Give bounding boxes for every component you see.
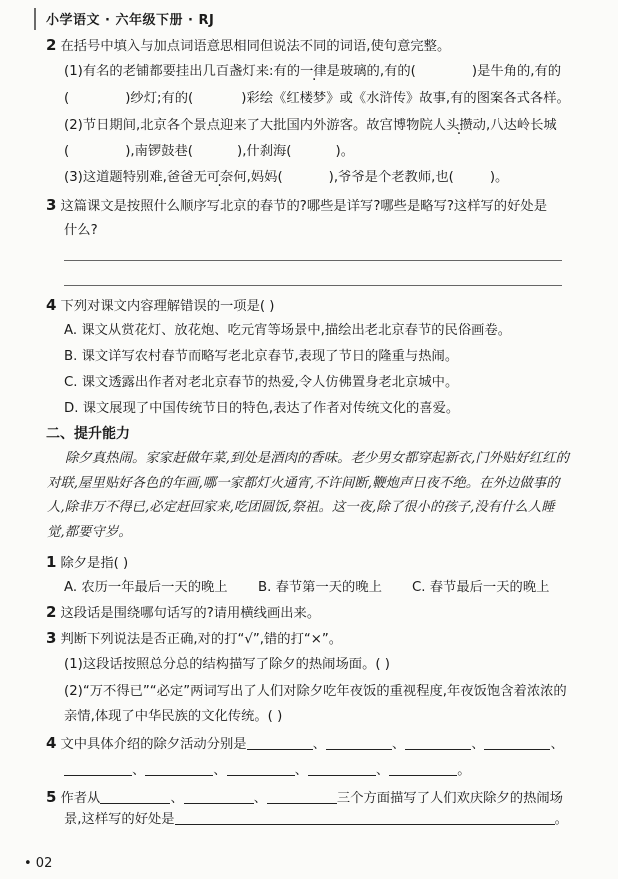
p4-blank-2[interactable] bbox=[326, 735, 392, 750]
q2-s1-line2: ( )纱灯;有的( )彩绘《红楼梦》或《水浒传》故事,有的图案各式各样。 bbox=[64, 91, 570, 106]
q2-prompt-line bbox=[46, 36, 450, 56]
q4-option-c[interactable]: C. 课文透露出作者对老北京春节的热爱,令人仿佛置身老北京城中。 bbox=[64, 375, 459, 390]
p1-option-a[interactable]: A. 农历一年最后一天的晚上 bbox=[64, 580, 228, 595]
q2-s2-line2: ( ),南锣鼓巷( ),什刹海( )。 bbox=[64, 144, 354, 159]
p2-prompt: 这段话是围绕哪句话写的?请用横线画出来。 bbox=[60, 606, 321, 621]
q3-prompt: 这篇课文是按照什么顺序写北京的春节的?哪些是详写?哪些是略写?这样写的好处是 bbox=[60, 199, 547, 214]
page-number: • 02 bbox=[24, 856, 53, 871]
q2-blank-5[interactable] bbox=[193, 143, 237, 157]
p4-prompt: 文中具体介绍的除夕活动分别是 bbox=[60, 737, 247, 752]
p3-prompt-line bbox=[46, 629, 342, 649]
q2-blank-7[interactable] bbox=[283, 169, 329, 183]
q2-s1-text-e: )彩绘《红楼梦》或《水浒传》故事,有的图案各式各样。 bbox=[241, 91, 570, 106]
p4-line2: 、 、 、 、 。 bbox=[64, 761, 470, 780]
p4-blank-5[interactable] bbox=[64, 761, 132, 776]
p4-blank-8[interactable] bbox=[308, 761, 376, 776]
q2-s3-text-d: )。 bbox=[489, 170, 509, 185]
p5-text-a: 作者从 bbox=[60, 791, 101, 806]
q4-option-d[interactable]: D. 课文展现了中国传统节日的特色,表达了作者对传统文化的喜爱。 bbox=[64, 401, 460, 416]
q4-option-b[interactable]: B. 课文详写农村春节而略写老北京春节,表现了节日的隆重与热闹。 bbox=[64, 349, 459, 364]
header-title: 小学语文 · 六年级下册 · RJ bbox=[46, 13, 215, 28]
q3-number: 3 bbox=[46, 196, 57, 214]
q2-s2-text-a: (2)节日期间,北京各个景点迎来了大批国内外游客。故宫博物院 bbox=[64, 118, 433, 133]
q2-blank-2[interactable] bbox=[69, 90, 125, 104]
q2-s1-text-d: )纱灯;有的( bbox=[125, 91, 194, 106]
q2-blank-4[interactable] bbox=[69, 143, 125, 157]
p1-option-c[interactable]: C. 春节最后一天的晚上 bbox=[412, 580, 550, 595]
p5-text-c: 景,这样写的好处是 bbox=[64, 812, 175, 827]
p5-text-b: 三个方面描写了人们欢庆除夕的热闹场 bbox=[336, 791, 563, 806]
p5-line1: 5 作者从 、 、 三个方面描写了人们欢庆除夕的热闹场 bbox=[46, 788, 563, 806]
p3-prompt: 判断下列说法是否正确,对的打“√”,错的打“×”。 bbox=[60, 632, 343, 647]
p5-number: 5 bbox=[46, 788, 57, 806]
q2-blank-8[interactable] bbox=[454, 169, 490, 183]
p1-option-b[interactable]: B. 春节第一天的晚上 bbox=[258, 580, 382, 595]
q2-s2-text-b: ,八达岭长城 bbox=[485, 118, 557, 133]
passage-line: 人,除非万不得已,必定赶回家来,吃团圆饭,祭祖。这一夜,除了很小的孩子,没有什么人睡 bbox=[47, 500, 555, 515]
q2-s3-text-c: ),爷爷是个老教师,也( bbox=[328, 170, 454, 185]
p3-statement-1[interactable]: (1)这段话按照总分总的结构描写了除夕的热闹场面。( ) bbox=[64, 657, 390, 672]
q2-blank-6[interactable] bbox=[292, 143, 336, 157]
q2-s3-text-b: ,妈妈( bbox=[246, 170, 283, 185]
passage-line: 除夕真热闹。家家赶做年菜,到处是酒肉的香味。老少男女都穿起新衣,门外贴好红红的 bbox=[65, 451, 569, 466]
p4-blank-6[interactable] bbox=[145, 761, 213, 776]
passage bbox=[46, 447, 568, 545]
q4-prompt: 下列对课文内容理解错误的一项是( ) bbox=[60, 299, 275, 314]
q4-option-a[interactable]: A. 课文从赏花灯、放花炮、吃元宵等场景中,描绘出老北京春节的民俗画卷。 bbox=[64, 323, 512, 338]
p4-blank-1[interactable] bbox=[247, 735, 313, 750]
header-bar bbox=[34, 8, 36, 30]
q2-blank-1[interactable] bbox=[416, 63, 472, 77]
q3-line1 bbox=[46, 196, 547, 216]
q4-prompt-line bbox=[46, 296, 275, 316]
q3-line2: 什么? bbox=[64, 223, 98, 238]
p3-statement-2-line2[interactable]: 亲情,体现了中华民族的文化传统。( ) bbox=[64, 709, 283, 724]
p5-line2: 景,这样写的好处是 。 bbox=[64, 812, 568, 827]
q2-s1-text-a: (1)有名的老铺都要挂出几百盏灯来:有的 bbox=[64, 64, 301, 79]
p1-number: 1 bbox=[46, 553, 57, 571]
p2-line bbox=[46, 603, 320, 623]
q2-s2-dotted-word: 人头攒动 . bbox=[433, 117, 486, 135]
q2-s2-text-e: )。 bbox=[335, 144, 354, 159]
q2-s2-text-c: ),南锣鼓巷( bbox=[125, 144, 193, 159]
q2-s1-text-b: 是玻璃的,有的( bbox=[326, 64, 416, 79]
q2-number: 2 bbox=[46, 36, 57, 54]
q2-s2-line1 bbox=[64, 117, 557, 135]
q3-answer-line-2[interactable] bbox=[64, 285, 562, 286]
p4-blank-4[interactable] bbox=[484, 735, 550, 750]
q2-s3-line bbox=[64, 169, 508, 187]
passage-line: 对联,屋里贴好各色的年画,哪一家都灯火通宵,不许间断,鞭炮声日夜不绝。在外边做事的 bbox=[47, 475, 560, 491]
p5-blank-1[interactable] bbox=[100, 789, 170, 804]
section-title: 二、提升能力 bbox=[46, 426, 130, 442]
q2-prompt: 在括号中填入与加点词语意思相同但说法不同的词语,使句意完整。 bbox=[60, 39, 451, 54]
p4-blank-7[interactable] bbox=[227, 761, 295, 776]
p4-blank-3[interactable] bbox=[405, 735, 471, 750]
p1-prompt-line bbox=[46, 553, 128, 573]
q3-answer-line-1[interactable] bbox=[64, 260, 562, 261]
p5-blank-4[interactable] bbox=[175, 810, 555, 825]
q4-number: 4 bbox=[46, 296, 57, 314]
q2-s3-dotted-word: 无可奈何 . bbox=[193, 169, 246, 187]
p3-statement-2-line1: (2)“万不得已”“必定”两词写出了人们对除夕吃年夜饭的重视程度,年夜饭饱含着浓浓的 bbox=[64, 684, 567, 699]
q2-s3-text-a: (3)这道题特别难,爸爸 bbox=[64, 170, 194, 185]
p4-number: 4 bbox=[46, 734, 57, 752]
p4-line1: 4 文中具体介绍的除夕活动分别是 、 、 、 、 bbox=[46, 734, 564, 752]
q2-s1-text-c: )是牛角的,有的 bbox=[471, 64, 562, 79]
p4-blank-9[interactable] bbox=[389, 761, 457, 776]
q2-s1-dotted-word: 一律 . bbox=[300, 63, 327, 81]
p2-number: 2 bbox=[46, 603, 57, 621]
p1-prompt: 除夕是指( ) bbox=[60, 556, 129, 571]
q2-s1-line1 bbox=[64, 63, 561, 81]
p5-blank-3[interactable] bbox=[267, 789, 337, 804]
p5-blank-2[interactable] bbox=[184, 789, 254, 804]
q2-s2-text-d: ),什刹海( bbox=[237, 144, 292, 159]
passage-line: 觉,都要守岁。 bbox=[47, 524, 132, 540]
p3-number: 3 bbox=[46, 629, 57, 647]
q2-blank-3[interactable] bbox=[193, 90, 241, 104]
